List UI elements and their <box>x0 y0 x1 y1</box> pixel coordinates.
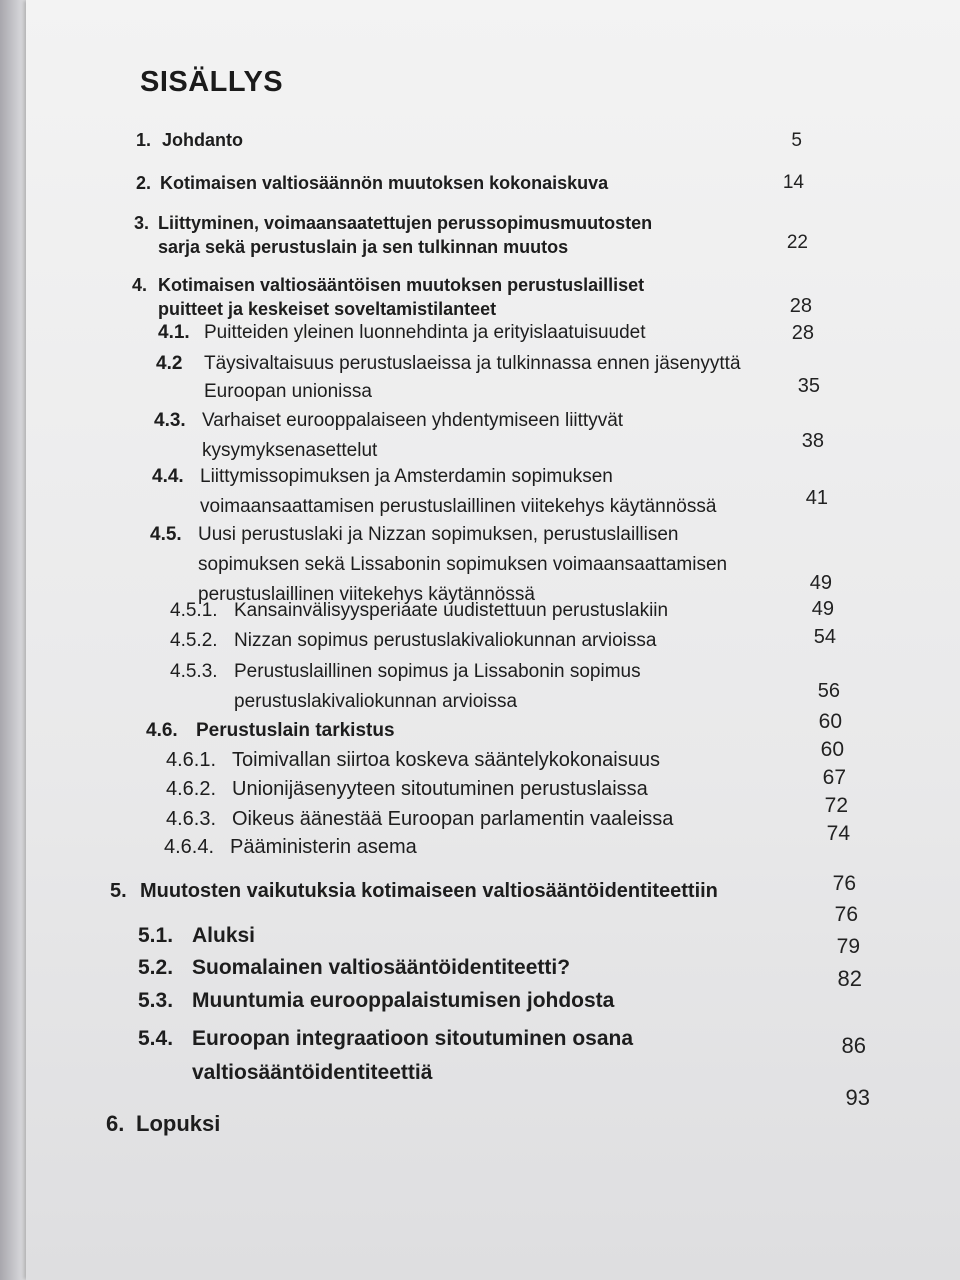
toc-text: kysymyksenasettelut <box>202 440 378 461</box>
toc-entry-4-6-2 <box>166 778 648 801</box>
toc-text: Perustuslaillinen sopimus ja Lissabonin sopimus <box>234 661 641 682</box>
toc-text: puitteet ja keskeiset soveltamistilanteet <box>158 299 497 319</box>
toc-text: Kotimaisen valtiosääntöisen muutoksen perustuslailliset <box>158 275 645 295</box>
toc-title: SISÄLLYS <box>140 66 284 98</box>
toc-text: valtiosääntöidentiteettiä <box>192 1061 433 1084</box>
toc-text: Liittyminen, voimaansaatettujen perussopimusmuutosten <box>158 213 653 233</box>
toc-text: Kotimaisen valtiosäännön muutoksen kokonaiskuva <box>160 173 609 193</box>
toc-number: 4.6.2. <box>166 778 217 800</box>
toc-text: Johdanto <box>162 130 243 150</box>
toc-number: 4.5.3. <box>170 661 218 682</box>
toc-entry-4-6-1 <box>166 749 660 772</box>
toc-page: 56 <box>817 680 840 702</box>
toc-number: 1. <box>136 130 152 150</box>
toc-number: 4.5. <box>150 524 182 545</box>
toc-text: Lopuksi <box>136 1111 221 1136</box>
toc-entry-5 <box>110 880 718 903</box>
toc-entry-5-2 <box>138 956 571 980</box>
toc-number: 4.2 <box>156 353 183 374</box>
toc-entry-2 <box>136 173 609 194</box>
toc-page: 79 <box>836 935 860 958</box>
page-edge <box>0 0 26 1280</box>
toc-entry-5-1 <box>138 924 256 948</box>
toc-text: voimaansaattamisen perustuslaillinen viitekehys käytännössä <box>200 496 717 517</box>
toc-text: Suomalainen valtiosääntöidentiteetti? <box>192 956 571 979</box>
toc-text: Perustuslain tarkistus <box>196 720 395 741</box>
toc-number: 5.3. <box>138 989 174 1012</box>
toc-page: 72 <box>824 794 848 817</box>
toc-entry-1 <box>136 130 243 151</box>
toc-text: Aluksi <box>192 924 256 947</box>
toc-number: 5.4. <box>138 1027 174 1050</box>
toc-entry-4-6-4 <box>164 836 417 859</box>
toc-number: 4.1. <box>158 322 190 343</box>
toc-text: Oikeus äänestää Euroopan parlamentin vaaleissa <box>232 808 674 830</box>
toc-number: 4.3. <box>154 410 186 431</box>
toc-number: 4.6.1. <box>166 749 217 771</box>
toc-text: Pääministerin asema <box>230 836 417 858</box>
toc-number: 4.6.3. <box>166 808 217 830</box>
toc-page: 22 <box>786 232 808 253</box>
toc-text: Kansainvälisyysperiaate uudistettuun perustuslakiin <box>234 600 669 621</box>
toc-entry-5-4 <box>138 1022 634 1084</box>
toc-number: 5.2. <box>138 956 174 979</box>
toc-text: Liittymissopimuksen ja Amsterdamin sopimuksen <box>200 466 613 487</box>
toc-text: Muutosten vaikutuksia kotimaiseen valtiosääntöidentiteettiin <box>140 880 718 902</box>
toc-text: Uusi perustuslaki ja Nizzan sopimuksen, perustuslaillisen <box>198 524 679 545</box>
toc-page: 60 <box>818 710 842 733</box>
toc-number: 4.4. <box>152 466 184 487</box>
toc-text: Toimivallan siirtoa koskeva sääntelykokonaisuus <box>232 749 660 771</box>
toc-text: Puitteiden yleinen luonnehdinta ja erityislaatuisuudet <box>204 322 646 343</box>
toc-text: sarja sekä perustuslain ja sen tulkinnan muutos <box>158 237 569 257</box>
toc-page: 76 <box>834 903 858 926</box>
toc-page: 28 <box>789 295 812 317</box>
toc-entry-4-5 <box>150 520 728 605</box>
toc-page: 28 <box>791 322 814 344</box>
toc-page: 49 <box>809 572 832 594</box>
toc-entry-5-3 <box>138 989 615 1013</box>
toc-number: 4.5.2. <box>170 630 218 651</box>
toc-entry-4-6-3 <box>166 808 674 831</box>
toc-entry-4-4 <box>152 462 717 517</box>
toc-page: 60 <box>820 738 844 761</box>
toc-text: Nizzan sopimus perustuslakivaliokunnan arvioissa <box>234 630 657 651</box>
toc-number: 4.6.4. <box>164 836 215 858</box>
toc-text: Euroopan unionissa <box>204 381 372 402</box>
toc-number: 4.6. <box>146 720 178 741</box>
toc-number: 6. <box>106 1111 125 1136</box>
toc-page: 41 <box>805 487 828 509</box>
toc-text: Täysivaltaisuus perustuslaeissa ja tulkinnassa ennen jäsenyyttä <box>204 353 741 374</box>
toc-text: perustuslaillinen viitekehys käytännössä <box>198 584 535 605</box>
toc-page: 14 <box>782 172 804 193</box>
toc-number: 2. <box>136 173 152 193</box>
toc-page: 5 <box>791 130 802 151</box>
toc-entry-4-3 <box>154 406 624 461</box>
toc-entry-4 <box>132 273 645 319</box>
toc-entry-4-1 <box>158 322 646 344</box>
toc-page: 35 <box>797 375 820 397</box>
toc-number: 3. <box>134 213 150 233</box>
toc-entry-4-6 <box>146 720 395 742</box>
toc-page: 49 <box>811 598 834 620</box>
toc-text: Muuntumia eurooppalaistumisen johdosta <box>192 989 615 1012</box>
toc-entry-4-5-1 <box>170 600 669 622</box>
toc-number: 5. <box>110 880 127 902</box>
toc-entry-4-5-3 <box>170 657 641 712</box>
toc-entry-6 <box>106 1111 221 1137</box>
toc-entry-4-5-2 <box>170 630 657 652</box>
toc-page: 54 <box>813 626 836 648</box>
toc-page: 67 <box>822 766 846 789</box>
toc-page: 74 <box>826 822 850 845</box>
toc-text: Euroopan integraatioon sitoutuminen osana <box>192 1027 634 1050</box>
toc-text: perustuslakivaliokunnan arvioissa <box>234 691 518 712</box>
toc-text: Unionijäsenyyteen sitoutuminen perustuslaissa <box>232 778 648 800</box>
toc-number: 4.5.1. <box>170 600 218 621</box>
toc-number: 4. <box>132 275 148 295</box>
toc-text: Varhaiset eurooppalaiseen yhdentymiseen liittyvät <box>202 410 624 431</box>
toc-entry-4-2 <box>156 350 741 402</box>
toc-number: 5.1. <box>138 924 174 947</box>
toc-page: 82 <box>837 966 862 991</box>
toc-page: 86 <box>841 1033 866 1058</box>
toc-page: 38 <box>801 430 824 452</box>
toc-text: sopimuksen sekä Lissabonin sopimuksen voimaansaattamisen <box>198 554 728 575</box>
toc-page: 93 <box>845 1085 870 1110</box>
toc-entry-3 <box>134 211 653 257</box>
toc-page: 76 <box>832 872 856 895</box>
